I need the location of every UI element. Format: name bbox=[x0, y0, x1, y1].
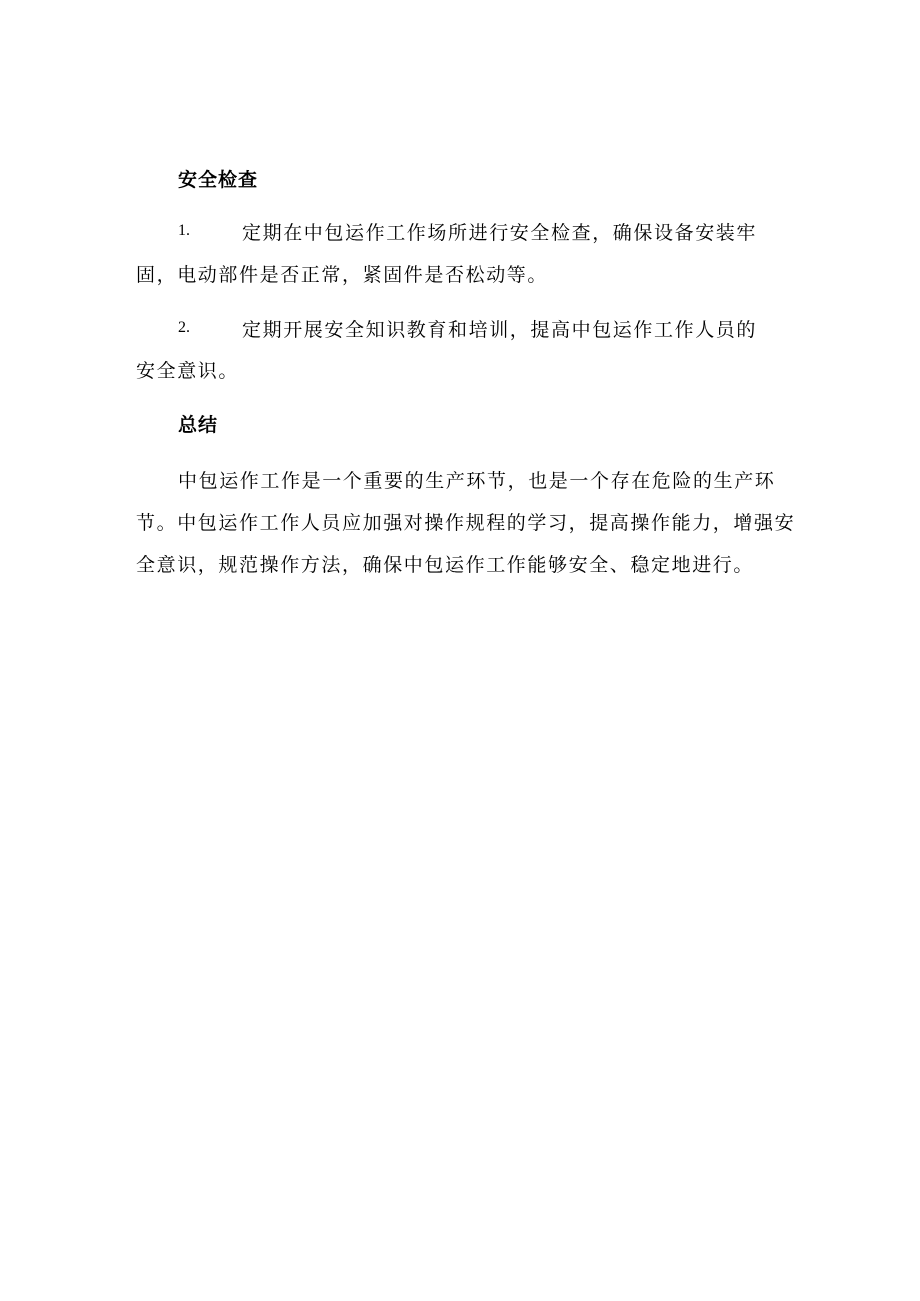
list-item-text-continued: 固，电动部件是否正常，紧固件是否松动等。 bbox=[136, 264, 549, 286]
summary-paragraph-line: 中包运作工作是一个重要的生产环节，也是一个存在危险的生产环 bbox=[178, 470, 776, 492]
list-item-number: 2. bbox=[178, 319, 190, 336]
list-item-text: 定期在中包运作工作场所进行安全检查，确保设备安装牢 bbox=[242, 222, 758, 244]
list-item-text: 定期开展安全知识教育和培训，提高中包运作工作人员的 bbox=[242, 319, 758, 341]
list-item-number: 1. bbox=[178, 222, 190, 239]
summary-paragraph-line: 全意识，规范操作方法，确保中包运作工作能够安全、稳定地进行。 bbox=[136, 554, 755, 576]
list-item-text-continued: 安全意识。 bbox=[136, 360, 240, 382]
summary-paragraph-line: 节。中包运作工作人员应加强对操作规程的学习，提高操作能力，增强安 bbox=[136, 512, 796, 534]
section-heading-safety: 安全检查 bbox=[178, 169, 259, 191]
section-heading-summary: 总结 bbox=[178, 414, 219, 436]
